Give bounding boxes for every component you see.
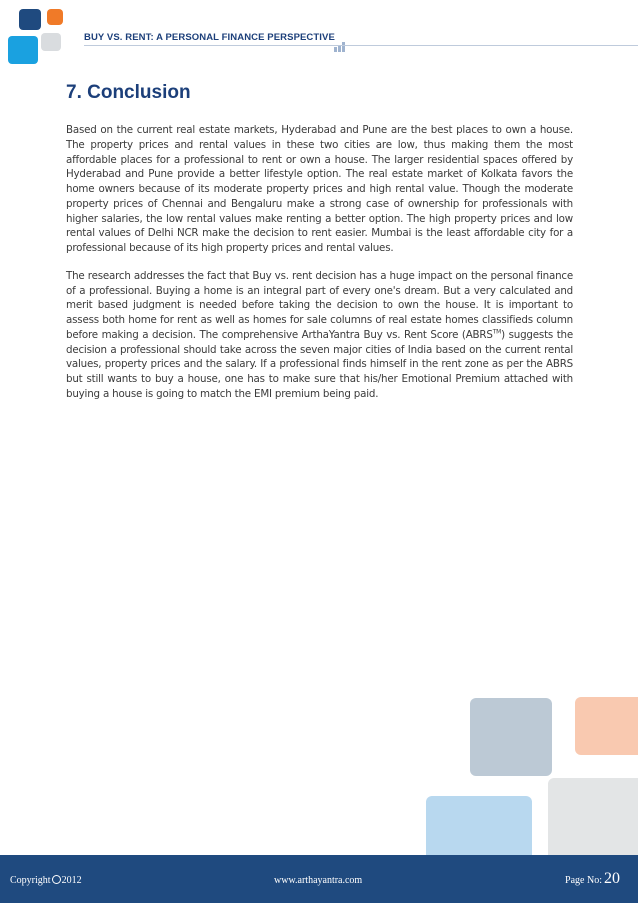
logo-square-gray	[41, 33, 61, 51]
paragraph-conclusion: Based on the current real estate markets, Hyderabad and Pune are the best places to own a house. The property prices and rental values in these two cities are low, thus making them the most affordable places for a professional to rent or own a house. The larger residential spaces offered by Hyderabad and Pune provide a better lifestyle option. The real estate market of Kolkata favors the home owners because of its moderate property prices and high rental value. Though the moderate property prices of Chennai and Bengaluru make a strong case of ownership for professionals with higher salaries, the low rental values make renting a better option. The high property prices and low rental values of Delhi NCR make the decision to rent easier. Mumbai is the least affordable city for a professional because of its high property prices and rental values.	[66, 124, 573, 254]
footer	[0, 855, 638, 903]
copyright-label: Copyright	[10, 875, 51, 886]
logo-square-blue	[8, 36, 38, 64]
paragraph-research	[66, 269, 573, 402]
logo-square-orange	[47, 9, 63, 25]
footer-url[interactable]: www.arthayantra.com	[274, 875, 363, 886]
logo-square-navy	[19, 9, 41, 30]
page-label: Page No:	[565, 875, 602, 886]
deco-square-peach	[575, 697, 638, 755]
footer-copyright	[10, 875, 82, 886]
body-text	[66, 123, 573, 415]
header-title: BUY VS. RENT: A PERSONAL FINANCE PERSPECTIVE	[84, 32, 335, 43]
paragraph-research-part2: ) suggests the decision a professional should take across the seven major cities of India based on the current rental values, property prices and the salary. If a professional finds himself in the rent zone as per the ABRS but still wants to buy a house, one has to make sure that his/her Emotional Premium attached with buying a house is going to match the EMI premium being paid.	[66, 328, 573, 400]
deco-square-grayblue	[470, 698, 552, 776]
header-bars-icon	[334, 33, 346, 43]
trademark-mark: TM	[492, 328, 502, 336]
copyright-icon	[52, 875, 61, 884]
header-rule	[84, 45, 638, 46]
page-number: 20	[604, 870, 620, 887]
deco-square-palegray	[548, 778, 638, 866]
section-heading: 7. Conclusion	[66, 82, 191, 103]
footer-page	[565, 870, 620, 888]
copyright-year: 2012	[61, 875, 82, 886]
paragraph-research-part1: The research addresses the fact that Buy vs. rent decision has a huge impact on the personal finance of a professional. Buying a home is an integral part of every one's dream. But a very calculated and merit based judgment is needed before taking the decision to own the house. It is important to assess both home for rent as well as homes for sale columns of real estate homes classifieds column before making a decision. The comprehensive ArthaYantra Buy vs. Rent Score (ABRS	[66, 269, 573, 341]
